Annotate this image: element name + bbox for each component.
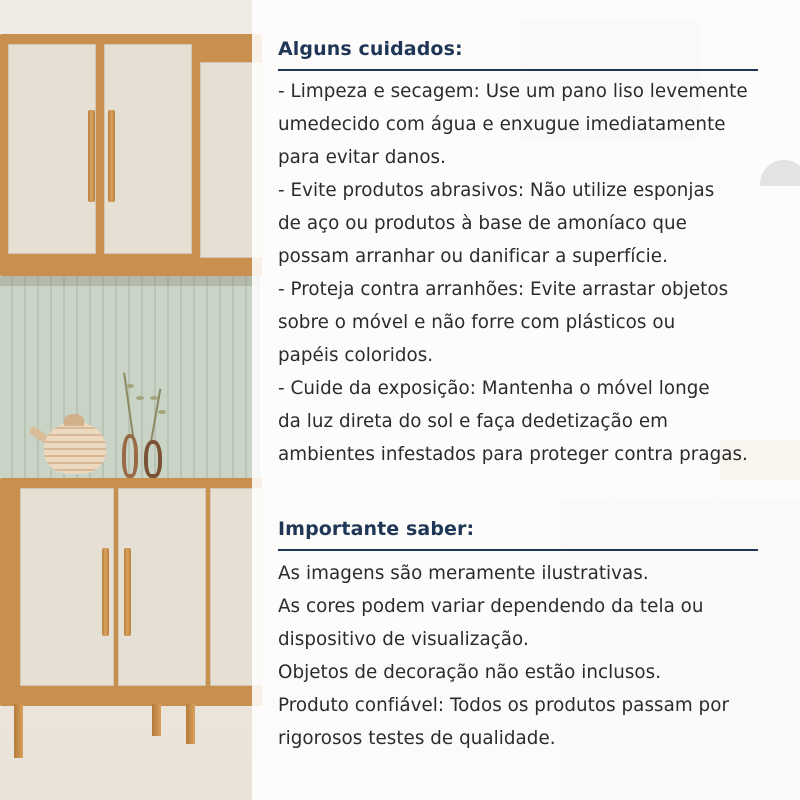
- care-line: - Limpeza e secagem: Use um pano liso levemente: [278, 81, 748, 102]
- important-line: dispositivo de visualização.: [278, 629, 529, 650]
- leaf: [150, 396, 158, 400]
- care-line: - Evite produtos abrasivos: Não utilize esponjas: [278, 180, 715, 201]
- care-line: possam arranhar ou danificar a superfície.: [278, 246, 668, 267]
- care-line: umedecido com água e enxugue imediatamente: [278, 114, 726, 135]
- cabinet-handle: [124, 548, 131, 636]
- cabinet-leg: [152, 704, 161, 736]
- care-line: papéis coloridos.: [278, 345, 434, 366]
- important-line: Objetos de decoração não estão inclusos.: [278, 662, 662, 683]
- upper-cabinet-door: [104, 44, 192, 254]
- vase: [144, 440, 162, 478]
- teapot-lid: [64, 414, 84, 426]
- leaf: [126, 384, 134, 388]
- important-line: As imagens são meramente ilustrativas.: [278, 563, 649, 584]
- cabinet-shadow: [0, 276, 260, 286]
- care-line: - Cuide da exposição: Mantenha o móvel longe: [278, 378, 710, 399]
- lower-cabinet-door: [20, 488, 114, 686]
- teapot: [44, 422, 106, 474]
- care-line: ambientes infestados para proteger contra pragas.: [278, 444, 748, 465]
- lower-cabinet-door: [118, 488, 206, 686]
- leaf: [136, 396, 144, 400]
- cabinet-handle: [102, 548, 109, 636]
- cabinet-handle: [88, 110, 95, 202]
- care-line: para evitar danos.: [278, 147, 446, 168]
- cabinet-leg: [186, 704, 195, 744]
- upper-cabinet-door: [8, 44, 96, 254]
- important-line: As cores podem variar dependendo da tela ou: [278, 596, 704, 617]
- important-heading: Importante saber:: [278, 518, 475, 540]
- cabinet-leg: [14, 704, 23, 758]
- care-line: sobre o móvel e não forre com plásticos ou: [278, 312, 676, 333]
- important-heading-underline: [278, 549, 758, 551]
- care-line: - Proteja contra arranhões: Evite arrastar objetos: [278, 279, 729, 300]
- care-heading: Alguns cuidados:: [278, 38, 463, 60]
- cabinet-handle: [108, 110, 115, 202]
- leaf: [158, 410, 166, 414]
- care-line: da luz direta do sol e faça dedetização em: [278, 411, 669, 432]
- important-line: Produto confiável: Todos os produtos passam por: [278, 695, 730, 716]
- important-line: rigorosos testes de qualidade.: [278, 728, 556, 749]
- vase: [122, 434, 138, 478]
- care-line: de aço ou produtos à base de amoníaco que: [278, 213, 687, 234]
- care-heading-underline: [278, 69, 758, 71]
